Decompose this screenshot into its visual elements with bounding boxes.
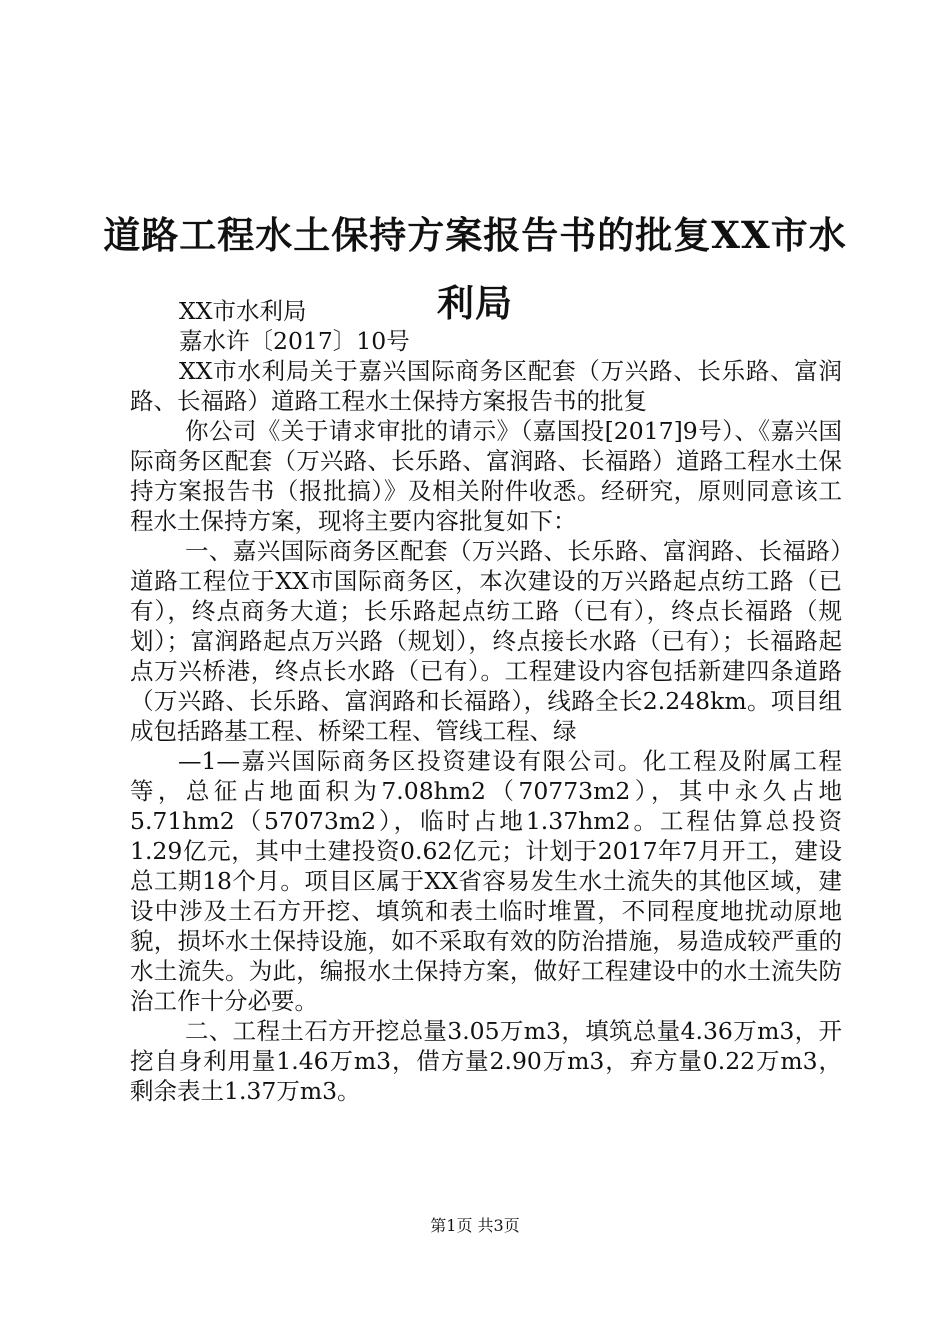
section-one-continued-paragraph: —1—嘉兴国际商务区投资建设有限公司。化工程及附属工程等，总征占地面积为7.08hm2（70773m2），其中永久占地5.71hm2（57073m2），临时占地1.37hm2。工程估算总投资1.29亿元，其中土建投资0.62亿元；计划于2017年7月开工，建设总工期18个月。项目区属于XX省容易发生水土流失的其他区域，建设中涉及土石方开挖、填筑和表土临时堆置，不同程度地扰动原地貌，损坏水土保持设施，如不采取有效的防治措施，易造成较严重的水土流失。为此，编报水土保持方案，做好工程建设中的水土流失防治工作十分必要。 [130,747,842,1015]
page-footer: 第1页 共3页 [430,1216,520,1235]
subject-paragraph: XX市水利局关于嘉兴国际商务区配套（万兴路、长乐路、富润路、长福路）道路工程水土保持方案报告书的批复 [130,357,842,415]
section-one-paragraph: 一、嘉兴国际商务区配套（万兴路、长乐路、富润路、长福路）道路工程位于XX市国际商务区，本次建设的万兴路起点纺工路（已有），终点商务大道；长乐路起点纺工路（已有），终点长福路（规划）；富润路起点万兴路（规划），终点接长水路（已有）；长福路起点万兴桥港，终点长水路（已有）。工程建设内容包括新建四条道路（万兴路、长乐路、富润路和长福路），线路全长2.248km。项目组成包括路基工程、桥梁工程、管线工程、绿 [130,537,842,745]
document-title: 道路工程水土保持方案报告书的批复XX市水利局 [103,212,847,325]
issuer-line: XX市水利局 [179,297,307,325]
section-two-paragraph: 二、工程土石方开挖总量3.05万m3，填筑总量4.36万m3，开挖自身利用量1.46万m3，借方量2.90万m3，弃方量0.22万m3，剩余表土1.37万m3。 [130,1017,842,1105]
document-body [130,296,842,1106]
doc-number-line: 嘉水许〔2017〕10号 [179,327,410,355]
intro-paragraph: 你公司《关于请求审批的请示》（嘉国投[2017]9号）、《嘉兴国际商务区配套（万兴路、长乐路、富润路、长福路）道路工程水土保持方案报告书（报批搞）》及相关附件收悉。经研究，原则同意该工程水土保持方案，现将主要内容批复如下： [130,417,842,535]
